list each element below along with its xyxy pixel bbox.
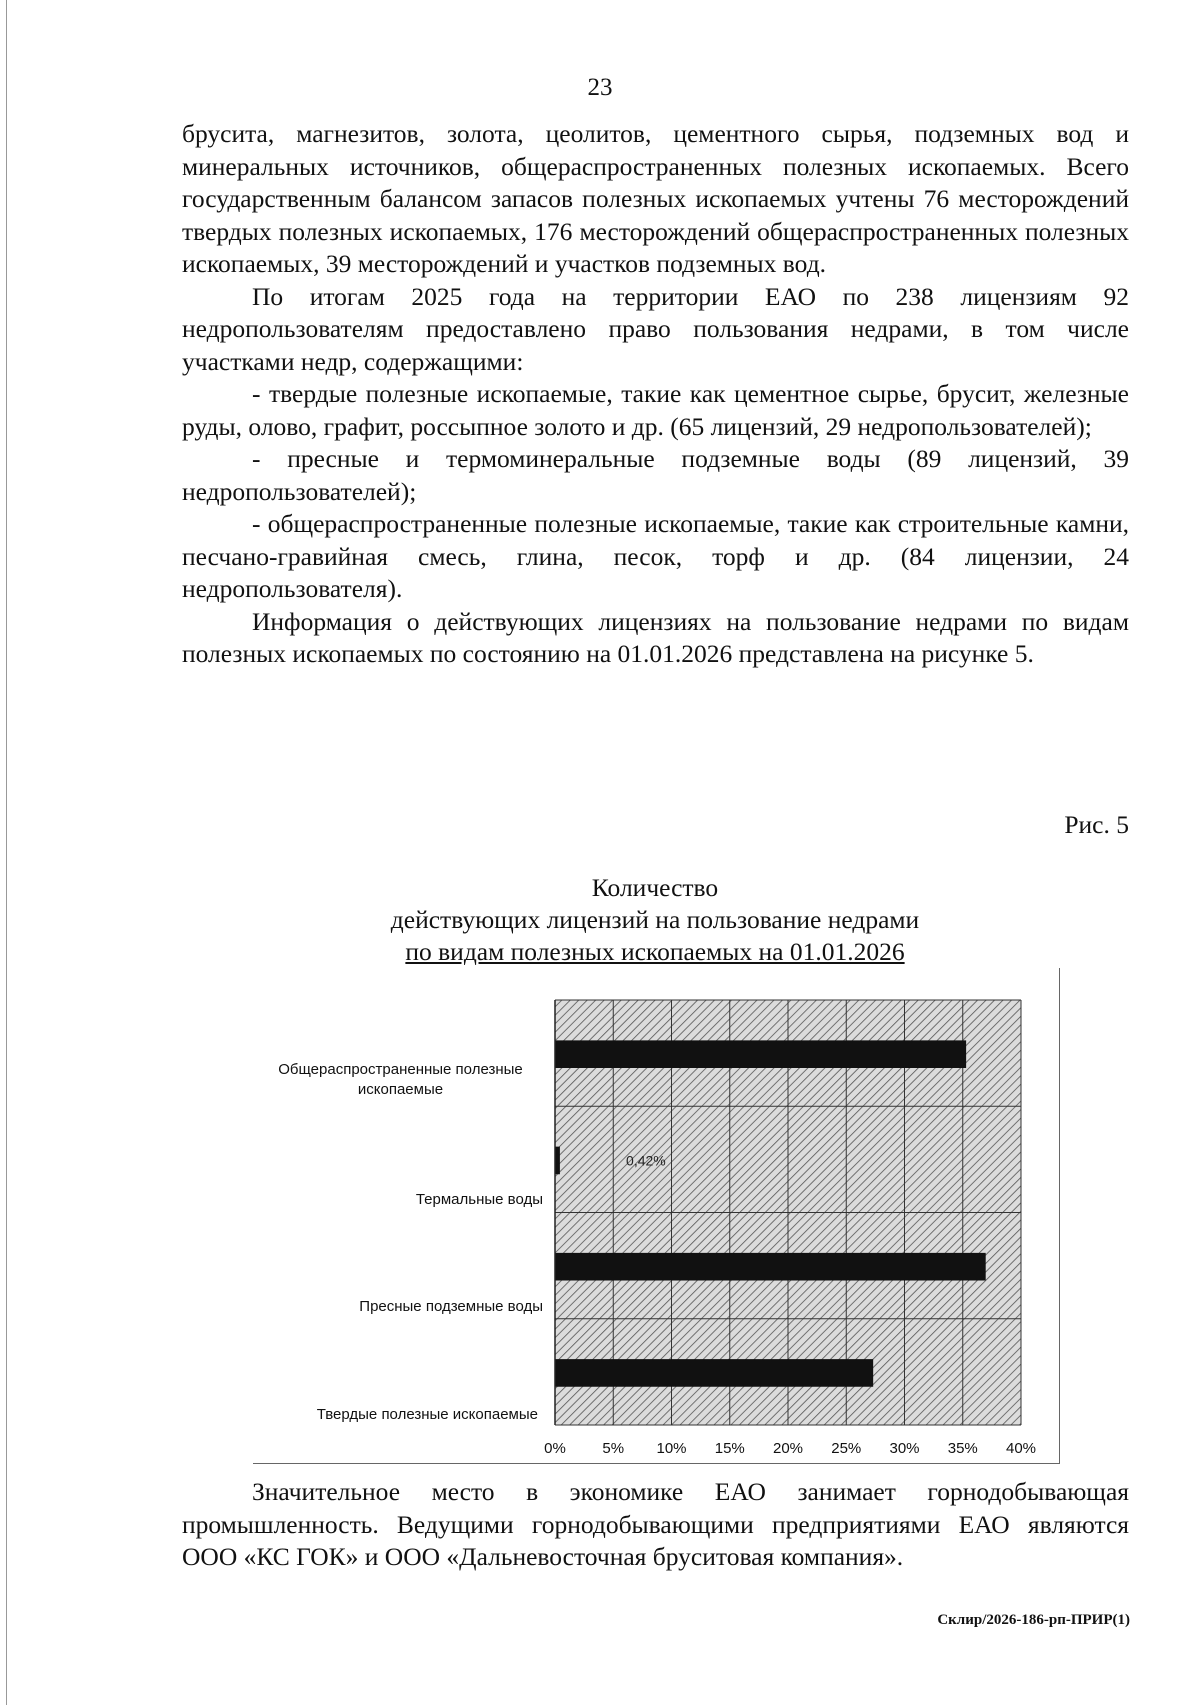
category-label-fresh: Пресные подземные воды [359,1298,543,1315]
paragraph-figure-reference: Информация о действующих лицензиях на пользование недрами по видам полезных ископаемых по состоянию на 01.01.2026 представлена на рисунке 5. [182,606,1129,668]
paragraph-after-chart: Значительное место в экономике ЕАО занимает горнодобывающая промышленность. Ведущими горнодобывающими предприятиями ЕАО являются ООО «КС ГОК» и ООО «Дальневосточная бруситовая компания». [182,1477,1129,1571]
x-tick-label: 30% [889,1440,920,1457]
bar [555,1253,986,1281]
footer-document-code: Склир/2026-186-рп-ПРИР(1) [937,1612,1130,1628]
bar [555,1359,873,1387]
x-tick-label: 25% [831,1440,862,1457]
body-text-bottom [182,1476,1129,1574]
list-item-water: - пресные и термоминеральные подземные воды (89 лицензий, 39 недропользователей); [182,444,1129,506]
bar [555,1040,966,1068]
chart-title-line-1: Количество [591,873,719,902]
list-item-solid: - твердые полезные ископаемые, такие как цементное сырье, брусит, железные руды, олово, графит, россыпное золото и др. (65 лицензий, 29 недропользователей); [182,379,1129,441]
list-item-common: - общераспространенные полезные ископаемые, такие как строительные камни, песчано-гравийная смесь, глина, песок, торф и др. (84 лицензии, 24 недропользователя). [182,509,1129,603]
x-tick-label: 10% [656,1440,687,1457]
chart-title-line-2: действующих лицензий на пользование недрами [390,905,920,934]
figure-label: Рис. 5 [1064,810,1129,839]
category-label-solid: Твердые полезные ископаемые [316,1406,538,1423]
data-label: 0,42% [626,1152,666,1169]
category-label-thermal: Термальные воды [415,1191,543,1208]
x-tick-label: 15% [714,1440,745,1457]
x-tick-label: 40% [1005,1440,1037,1457]
x-tick-label: 35% [947,1440,978,1457]
paragraph-2: По итогам 2025 года на территории ЕАО по 238 лицензиям 92 недропользователям предоставлено право пользования недрами, в том числе участками недр, содержащими: [182,281,1129,376]
x-tick-label: 5% [602,1440,625,1457]
category-label-common: Общераспространенные полезные ископаемые [278,1061,523,1098]
page-number: 23 [587,74,613,101]
x-tick-label: 20% [772,1440,804,1457]
paragraph-1: брусита, магнезитов, золота, цеолитов, цементного сырья, подземных вод и минеральных источников, общераспространенных полезных ископаемых. Всего государственным балансом запасов полезных ископаемых учтены 76 месторождений твердых полезных ископаемых, 176 месторождений общераспространенных полезных ископаемых, 39 месторождений и участков подземных вод. [182,119,1129,278]
chart-title-line-3: по видам полезных ископаемых на 01.01.2026 [405,937,905,966]
x-tick-label: 0% [544,1440,566,1457]
